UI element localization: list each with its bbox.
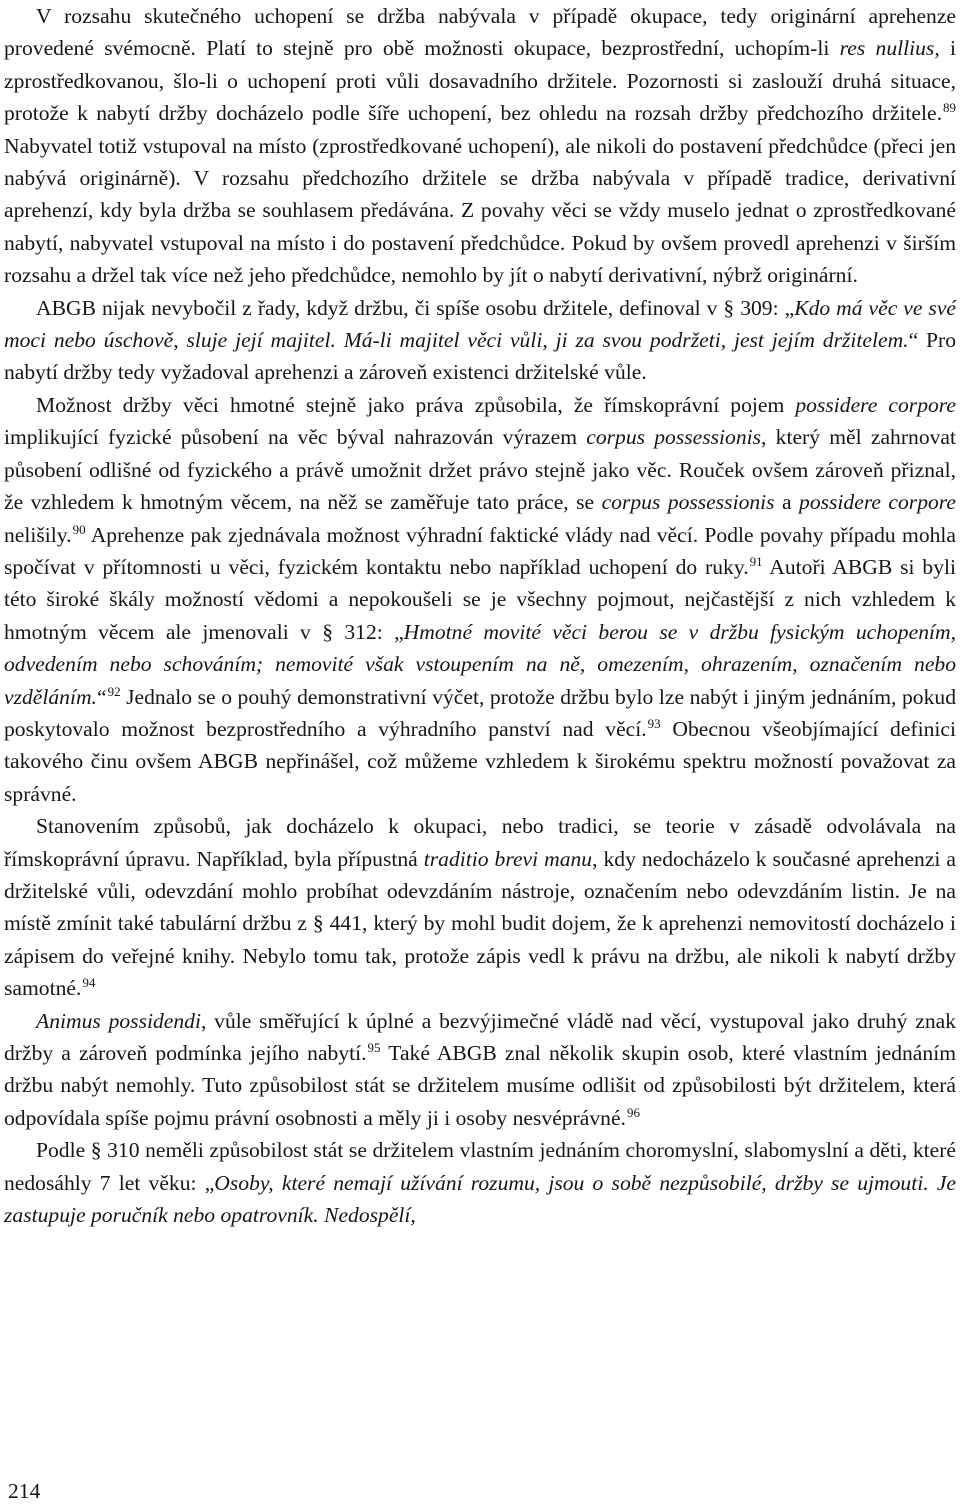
- text-run: ABGB nijak nevybočil z řady, když držbu, či spíše osobu držitele, definoval v § 309: „: [36, 295, 795, 320]
- italic-text: possidere corpore: [799, 490, 956, 515]
- text-run: , i zprostředkovanou, šlo-li o uchopení proti vůli dosavadního držitele. Pozornosti si zaslouží druhá situace, protože k nabytí držby docházelo podle šíře uchopení, bez ohledu na rozsah držby předchozího držitele.: [4, 36, 957, 126]
- italic-text: Animus possidendi: [36, 1008, 201, 1033]
- paragraph: [4, 810, 956, 1004]
- document-page: [4, 0, 957, 1503]
- footnote-ref: 94: [82, 975, 96, 991]
- italic-text: traditio brevi manu: [423, 846, 593, 871]
- footnote-ref: 91: [749, 553, 763, 569]
- text-run: Stanovením způsobů, jak docházelo k okupaci, nebo tradici, se teorie v zásadě odvolávala na římskoprávní úpravu. Například, byla přípustná: [4, 814, 956, 871]
- footnote-ref: 90: [72, 521, 86, 537]
- text-run: implikující fyzické působení na věc býval nahrazován výrazem: [4, 425, 587, 450]
- text-run: , kdy nedocházelo k současné aprehenzi a držitelské vůli, odevzdání mohlo probíhat odevzdáním nástroje, označením nebo odevzdáním listin. Je na místě zmínit také tabulární držbu z § 441, který by mohl budit dojem, že k aprehenzi nemovitostí docházelo i zápisem do veřejné knihy. Nebylo tomu tak, protože zápis vedl k právu na držbu, ale nikoli k nabytí držby samotné.: [4, 846, 956, 1001]
- text-run: Jednalo se o pouhý demonstrativní výčet, protože držbu bylo lze nabýt i jiným jednáním, pokud poskytovalo možnost bezprostředního a výhradního panství nad věcí.: [4, 684, 956, 741]
- text-run: Také ABGB znal několik skupin osob, které vlastním jednáním držbu nabýt nemohly. Tuto způsobilost stát se držitelem musíme odlišit od způsobilosti být držitelem, která odpovídala spíše pojmu právní osobnosti a měly ji i osoby nesvéprávné.: [4, 1041, 956, 1130]
- italic-text: res nullius: [839, 36, 935, 61]
- italic-text: corpus possessionis: [601, 490, 775, 515]
- body-text: [4, 0, 956, 1231]
- text-run: , vůle směřující k úplné a bezvýjimečné vládě nad věcí, vystupoval jako druhý znak držby a zároveň podmínka jejího nabytí.: [4, 1008, 956, 1065]
- paragraph: [4, 0, 956, 292]
- text-run: Aprehenze pak zjednávala možnost výhradní faktické vlády nad věcí. Podle povahy případu mohla spočívat v přítomnosti u věci, fyzickém kontaktu nebo například uchopení do ruky.: [4, 522, 956, 579]
- text-run: , který měl zahrnovat působení odlišné od fyzického a právě umožnit držet právo stejně jako věc. Rouček ovšem zároveň přiznal, že vzhledem k hmotným věcem, na něž se zaměřuje tato práce, se: [4, 425, 956, 515]
- footnote-ref: 95: [367, 1040, 381, 1055]
- text-run: “: [96, 684, 107, 709]
- italic-text: Kdo má věc ve své moci nebo úschově, sluje její majitel. Má-li majitel věci vůli, ji za svou podržeti, jest jejím držitelem.: [4, 295, 957, 353]
- italic-text: possidere corpore: [795, 392, 956, 417]
- footnote-ref: 93: [647, 715, 661, 731]
- text-run: Možnost držby věci hmotné stejně jako práva způsobila, že římskoprávní pojem: [36, 392, 796, 417]
- text-run: nelišily.: [4, 522, 72, 547]
- text-run: a: [774, 490, 800, 515]
- text-run: Nabyvatel totiž vstupoval na místo (zprostředkované uchopení), ale nikoli do postavení předchůdce (přeci jen nabývá originárně). V rozsahu předchozího držitele se držba nabývala v případě tradice, derivativní aprehenzí, kdy byla držba se souhlasem předávána. Z povahy věci se vždy muselo jednat o zprostředkované nabytí, nabyvatel vstupoval na místo i do postavení předchůdce. Pokud by ovšem provedl aprehenzi v širším rozsahu a držel tak více než jeho předchůdce, nemohlo by jít o nabytí derivativní, nýbrž originární.: [4, 133, 956, 288]
- footnote-ref: 92: [107, 683, 121, 699]
- italic-text: Hmotné movité věci berou se v držbu fysickým uchopením, odvedením nebo schováním; nemovité však vstoupením na ně, omezením, ohrazením, označením nebo vzděláním.: [4, 619, 956, 709]
- text-run: Autoři ABGB si byli této široké škály možností vědomi a nepokoušeli se je všechny pojmout, nejčastější z nich vzhledem k hmotným věcem ale jmenovali v § 312: „: [4, 554, 956, 644]
- text-run: “ Pro nabytí držby tedy vyžadoval aprehenzi a zároveň existenci držitelské vůle.: [4, 328, 957, 385]
- footnote-ref: 96: [626, 1104, 640, 1120]
- paragraph: [4, 1005, 956, 1135]
- italic-text: corpus possessionis: [586, 425, 762, 450]
- text-run: Podle § 310 neměli způsobilost stát se držitelem vlastním jednáním choromyslní, slabomyslní a děti, které nedosáhly 7 let věku: „: [4, 1138, 956, 1195]
- text-run: V rozsahu skutečného uchopení se držba nabývala v případě okupace, tedy originární aprehenze provedené svémocně. Platí to stejně pro obě možnosti okupace, bezprostřední, uchopím-li: [4, 4, 956, 61]
- italic-text: Osoby, které nemají užívání rozumu, jsou o sobě nezpůsobilé, držby se ujmouti. Je zastupuje poručník nebo opatrovník. Nedospělí,: [4, 1170, 956, 1228]
- text-run: Obecnou všeobjímající definici takového činu ovšem ABGB nepřinášel, což můžeme vzhledem k širokému spektru možností považovat za správné.: [4, 716, 956, 806]
- footnote-ref: 89: [943, 100, 956, 116]
- paragraph: [4, 292, 956, 389]
- paragraph: [4, 389, 956, 810]
- paragraph: [4, 1134, 956, 1231]
- page-number: 214: [8, 1479, 41, 1503]
